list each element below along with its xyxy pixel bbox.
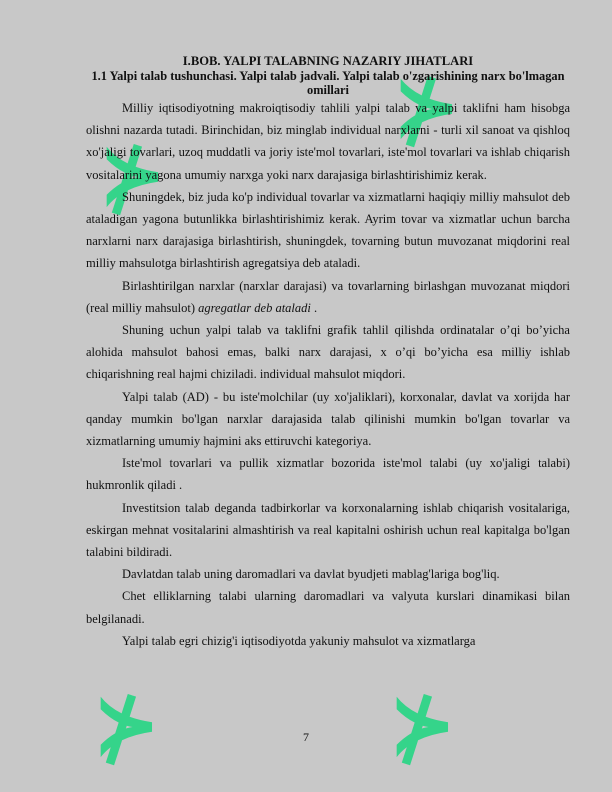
watermark-logo-icon: ⊁ — [92, 683, 161, 778]
section-title: 1.1 Yalpi talab tushunchasi. Yalpi talab jadvali. Yalpi talab o'zgarishining narx bo'lmagan omillari — [91, 69, 565, 97]
paragraph-aggregates — [86, 275, 570, 319]
paragraph: Yalpi talab (AD) - bu iste'molchilar (uy xo'jaliklari), korxonalar, davlat va xorijda har qanday mumkin bo'lgan narxlar darajasida talab qilinishi mumkin bo'lgan tovarlar va xizmatlarning umumiy hajmini aks ettiruvchi kategoriya. — [86, 389, 570, 449]
page-number: 7 — [303, 730, 309, 744]
watermark-logo-icon: ⊁ — [392, 65, 461, 160]
chapter-title: I.BOB. YALPI TALABNING NAZARIY JIHATLARI — [182, 54, 474, 68]
italic-term: agregatlar deb ataladi — [198, 300, 311, 315]
paragraph: Shuning uchun yalpi talab va taklifni grafik tahlil qilishda ordinatalar o’qi bo’yicha alohida mahsulot bahosi emas, balki narx darajasi, x o’qi bo’yicha esa milliy ishlab chiqarishning real hajmi chiziladi. individual mahsulot miqdori. — [86, 323, 570, 382]
page-content — [86, 54, 570, 652]
paragraph: Chet elliklarning talabi ularning daromadlari va valyuta kurslari dinamikasi bilan belgilanadi. — [86, 589, 570, 626]
paragraph-text: Birlashtirilgan narxlar (narxlar darajasi) va tovarlarning birlashgan muvozanat miqdori (real milliy mahsulot) — [86, 278, 570, 315]
watermark-logo-icon: ⊁ — [388, 683, 457, 778]
paragraph-end: . — [310, 300, 318, 315]
paragraph: Investitsion talab deganda tadbirkorlar va korxonalarning ishlab chiqarish vositalariga, eskirgan mehnat vositalarini almashtirish va real kapitalni oshirish uchun real kapitalga bo'lgan talabini bildiradi. — [86, 500, 570, 560]
watermark-logo-icon: ⊁ — [98, 133, 167, 228]
paragraph: Davlatdan talab uning daromadlari va davlat byudjeti mablag'lariga bog'liq. — [122, 567, 500, 582]
paragraph: Shuningdek, biz juda ko'p individual tovarlar va xizmatlarni haqiqiy milliy mahsulot deb ataladigan yagona butunlikka birlashtirishimiz kerak. Ayrim tovar va xizmatlar uchun barcha narxlarni narx darajasiga birlashtirish, shuningdek, tovarning butun muvozanat miqdorini real milliy mahsulotga birlashtirish agregatsiya deb ataladi. — [86, 189, 570, 271]
paragraph: Milliy iqtisodiyotning makroiqtisodiy tahlili yalpi talab va yalpi taklifni ham hisobga olishni nazarda tutadi. Birinchidan, biz minglab individual narxlarni - turli xil sanoat va qishloq xo'jaligi tovarlari, uzoq muddatli va joriy iste'mol tovarlari, iste'mol tovarlari va ishlab chiqarish vositalarini yagona umumiy narxga yoki narx darajasiga birlashtirishimiz kerak. — [86, 101, 570, 182]
paragraph: Iste'mol tovarlari va pullik xizmatlar bozorida iste'mol talabi (uy xo'jaligi talabi) hukmronlik qiladi . — [86, 456, 570, 493]
paragraph: Yalpi talab egri chizig'i iqtisodiyotda yakuniy mahsulot va xizmatlarga — [122, 633, 476, 648]
